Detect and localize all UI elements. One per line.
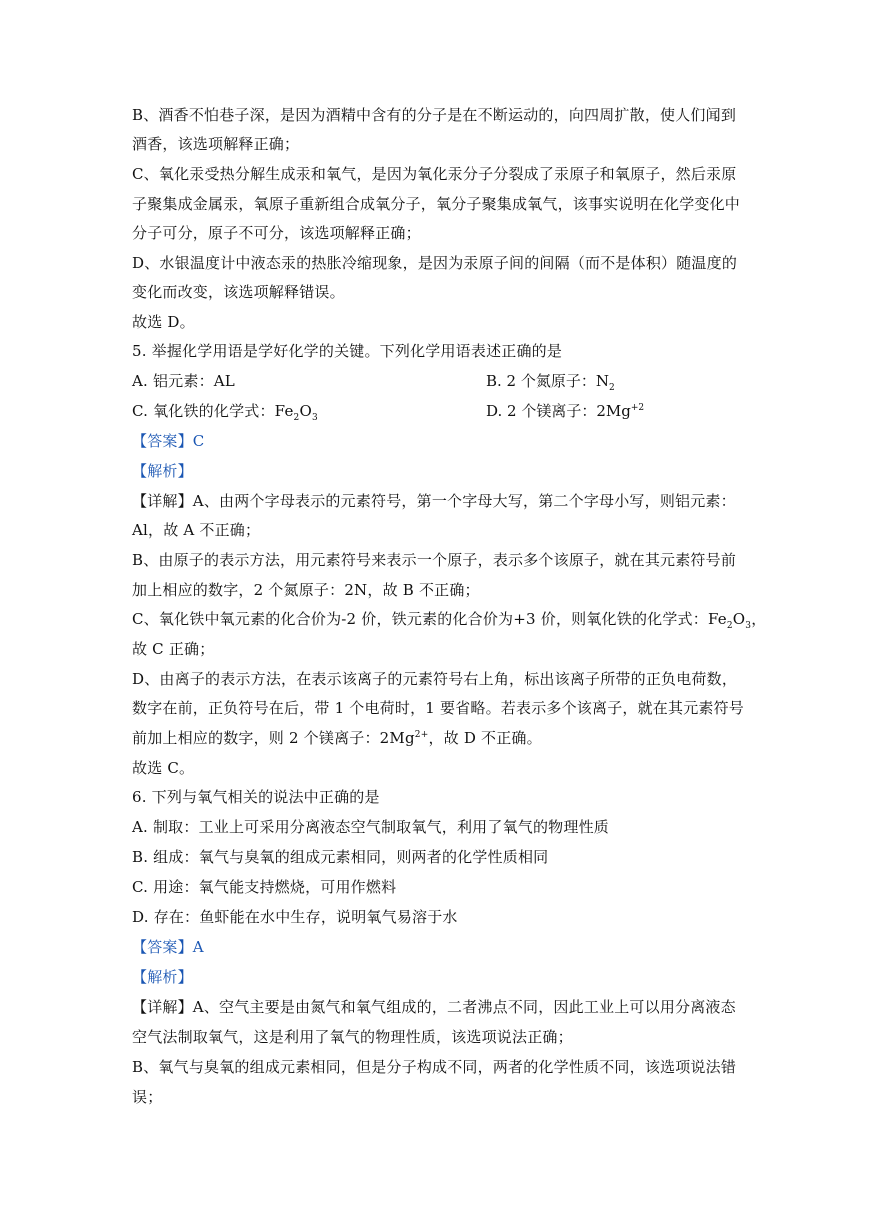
q6-option-d: D. 存在：鱼虾能在水中生存，说明氧气易溶于水 bbox=[132, 908, 458, 926]
q5-detail-c-line2: 故 C 正确； bbox=[132, 640, 215, 658]
q6-option-b: B. 组成：氧气与臭氧的组成元素相同，则两者的化学性质相同 bbox=[132, 848, 549, 866]
q5-option-d: D. 2 个镁离子：$2Mg^{+2}$ bbox=[486, 402, 645, 420]
q6-analysis-label: 【解析】 bbox=[132, 968, 193, 986]
q6-detail-b-line1: B、氧气与臭氧的组成元素相同，但是分子构成不同，两者的化学性质不同，该选项说法错 bbox=[132, 1058, 737, 1076]
q6-option-c: C. 用途：氧气能支持燃烧，可用作燃料 bbox=[132, 878, 397, 896]
q6-detail-a-line1: 【详解】A、空气主要是由氮气和氧气组成的，二者沸点不同，因此工业上可以用分离液态 bbox=[132, 998, 736, 1016]
q4-explanation-d-line2: 变化而改变，该选项解释错误。 bbox=[132, 283, 345, 301]
q6-detail-b-line2: 误； bbox=[132, 1088, 163, 1106]
q4-conclusion: 故选 D。 bbox=[132, 313, 195, 331]
q5-stem: 5. 举握化学用语是学好化学的关键。下列化学用语表述正确的是 bbox=[132, 342, 563, 360]
q4-explanation-c-line3: 分子可分，原子不可分，该选项解释正确； bbox=[132, 224, 421, 242]
q5-detail-c-line1: C、氧化铁中氧元素的化合价为-2 价，铁元素的化合价为+3 价，则氧化铁的化学式：$Fe_2O_3$， bbox=[132, 610, 767, 631]
q5-option-b: B. 2 个氮原子：$N_2$ bbox=[486, 372, 615, 393]
q5-detail-a-line1: 【详解】A、由两个字母表示的元素符号，第一个字母大写，第二个字母小写，则铝元素： bbox=[132, 492, 736, 510]
q5-answer-label: 【答案】C bbox=[132, 432, 205, 450]
q4-explanation-d-line1: D、水银温度计中液态汞的热胀冷缩现象，是因为汞原子间的间隔（而不是体积）随温度的 bbox=[132, 254, 738, 272]
q5-detail-d-line2: 数字在前，正负符号在后，带 1 个电荷时，1 要省略。若表示多个该离子，就在其元素符号 bbox=[132, 699, 744, 717]
q4-explanation-b-line2: 酒香，该选项解释正确； bbox=[132, 135, 300, 153]
q6-detail-a-line2: 空气法制取氧气，这是利用了氧气的物理性质，该选项说法正确； bbox=[132, 1028, 573, 1046]
q4-explanation-c-line1: C、氧化汞受热分解生成汞和氧气，是因为氧化汞分子分裂成了汞原子和氧原子，然后汞原 bbox=[132, 165, 737, 183]
q5-conclusion: 故选 C。 bbox=[132, 759, 195, 777]
q5-option-a: A. 铝元素：AL bbox=[132, 372, 235, 390]
q5-analysis-label: 【解析】 bbox=[132, 462, 193, 480]
q5-detail-b-line1: B、由原子的表示方法，用元素符号来表示一个原子，表示多个该原子，就在其元素符号前 bbox=[132, 551, 737, 569]
q5-detail-d-line3: 前加上相应的数字，则 2 个镁离子：$2Mg^{2+}$，故 D 不正确。 bbox=[132, 729, 542, 747]
q5-detail-a-line2: Al，故 A 不正确； bbox=[132, 521, 261, 539]
q6-option-a: A. 制取：工业上可采用分离液态空气制取氧气，利用了氧气的物理性质 bbox=[132, 818, 609, 836]
q6-stem: 6. 下列与氧气相关的说法中正确的是 bbox=[132, 788, 380, 806]
q6-answer-label: 【答案】A bbox=[132, 938, 204, 956]
q5-detail-b-line2: 加上相应的数字，2 个氮原子：2N，故 B 不正确； bbox=[132, 581, 480, 599]
q4-explanation-b-line1: B、酒香不怕巷子深，是因为酒精中含有的分子是在不断运动的，向四周扩散，使人们闻到 bbox=[132, 106, 737, 124]
q5-detail-d-line1: D、由离子的表示方法，在表示该离子的元素符号右上角，标出该离子所带的正负电荷数， bbox=[132, 670, 738, 688]
q4-explanation-c-line2: 子聚集成金属汞，氧原子重新组合成氧分子，氧分子聚集成氧气，该事实说明在化学变化中 bbox=[132, 195, 741, 213]
q5-option-c: C. 氧化铁的化学式：$Fe_2O_3$ bbox=[132, 402, 318, 423]
